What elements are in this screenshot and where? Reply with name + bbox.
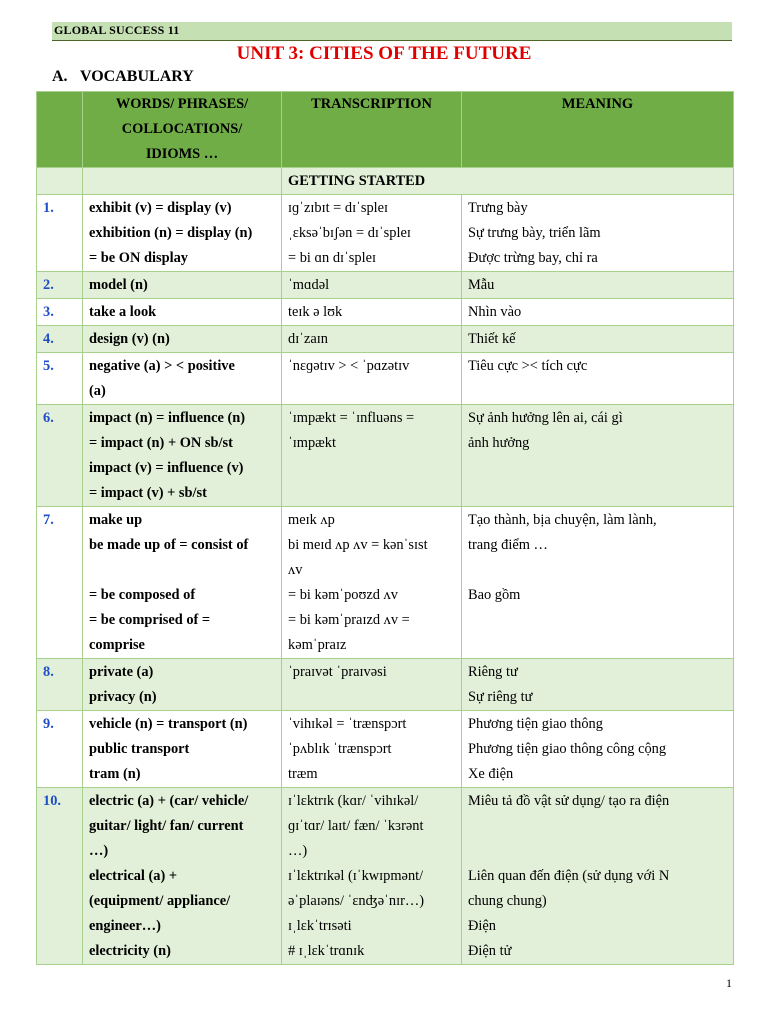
transcription-cell-line: bi meɪd ʌp ʌv = kənˈsɪst <box>288 537 428 553</box>
transcription-cell <box>282 711 462 788</box>
table-row <box>37 299 734 326</box>
word-cell-line: electricity (n) <box>89 943 171 959</box>
meaning-cell-line: Liên quan đến điện (sử dụng với N <box>468 868 670 884</box>
transcription-cell <box>282 659 462 711</box>
meaning-cell <box>462 405 734 507</box>
header-words-line: WORDS/ PHRASES/ <box>115 96 249 112</box>
header-words <box>83 92 282 168</box>
section-row-label: GETTING STARTED <box>282 168 734 195</box>
row-number: 2. <box>37 272 83 299</box>
row-number: 9. <box>37 711 83 788</box>
meaning-cell-line: Riêng tư <box>468 664 518 680</box>
transcription-cell-line: kəmˈpraɪz <box>288 637 347 653</box>
table-row <box>37 788 734 965</box>
section-label: VOCABULARY <box>80 68 194 85</box>
word-cell-line: electrical (a) + <box>89 868 178 884</box>
unit-title: UNIT 3: CITIES OF THE FUTURE <box>236 43 532 64</box>
meaning-cell-line: Miêu tả đồ vật sử dụng/ tạo ra điện <box>468 793 670 809</box>
meaning-cell-line: Tiêu cực >< tích cực <box>468 358 588 374</box>
section-blank-cell <box>37 168 83 195</box>
word-cell-line: negative (a) > < positive <box>89 358 235 374</box>
word-cell-line: take a look <box>89 304 157 320</box>
page-number: 1 <box>726 976 732 990</box>
word-cell-line: = be composed of <box>89 587 196 603</box>
meaning-cell <box>462 353 734 405</box>
word-cell-line: exhibition (n) = display (n) <box>89 225 253 241</box>
meaning-cell <box>462 659 734 711</box>
word-cell-line: = impact (v) + sb/st <box>89 485 207 501</box>
transcription-cell <box>282 405 462 507</box>
transcription-cell-line: ˈpraɪvət ˈpraɪvəsi <box>288 664 387 680</box>
transcription-cell-line: ˈɪmpækt <box>288 435 336 451</box>
word-cell <box>83 507 282 659</box>
row-number: 10. <box>37 788 83 965</box>
transcription-cell-line: ˈmɑdəl <box>288 277 330 293</box>
transcription-cell <box>282 195 462 272</box>
word-cell-line: (equipment/ appliance/ <box>89 893 231 909</box>
transcription-cell-line: ɪɡˈzɪbɪt = dɪˈspleɪ <box>288 200 389 216</box>
meaning-cell <box>462 326 734 353</box>
word-cell <box>83 405 282 507</box>
row-number: 1. <box>37 195 83 272</box>
word-cell-line: exhibit (v) = display (v) <box>89 200 232 216</box>
word-cell <box>83 299 282 326</box>
word-cell-line: public transport <box>89 741 190 757</box>
word-cell-line: private (a) <box>89 664 154 680</box>
transcription-cell <box>282 326 462 353</box>
meaning-cell-line: Thiết kế <box>468 331 516 347</box>
table-row <box>37 195 734 272</box>
transcription-cell-line: …) <box>288 843 308 859</box>
header-number-cell <box>37 92 83 168</box>
book-header-bar <box>52 22 732 41</box>
meaning-cell-line: Được trừng bay, chỉ ra <box>468 250 598 266</box>
meaning-cell-line: ảnh hưởng <box>468 435 530 451</box>
header-transcription: TRANSCRIPTION <box>282 92 462 168</box>
meaning-cell-line <box>468 558 727 583</box>
word-cell-line: make up <box>89 512 143 528</box>
transcription-cell-line: ˌɛksəˈbɪʃən = dɪˈspleɪ <box>288 225 411 241</box>
meaning-cell-line: Nhìn vào <box>468 304 522 320</box>
table-row <box>37 272 734 299</box>
word-cell-line: = be ON display <box>89 250 188 266</box>
word-cell-line: be made up of = consist of <box>89 537 249 553</box>
meaning-cell-line: Điện <box>468 918 496 934</box>
word-cell-line: impact (v) = influence (v) <box>89 460 244 476</box>
transcription-cell-line: # ɪˌlɛkˈtrɑnɪk <box>288 943 365 959</box>
section-letter: A. <box>52 68 68 85</box>
meaning-cell-line: Mẫu <box>468 277 495 293</box>
meaning-cell <box>462 195 734 272</box>
meaning-cell <box>462 711 734 788</box>
word-cell-line: design (v) (n) <box>89 331 170 347</box>
meaning-cell-line: Sự ảnh hưởng lên ai, cái gì <box>468 410 623 426</box>
meaning-cell-line: Phương tiện giao thông công cộng <box>468 741 667 757</box>
row-number: 4. <box>37 326 83 353</box>
word-cell <box>83 353 282 405</box>
word-cell-line: (a) <box>89 383 106 399</box>
word-cell-line: = be comprised of = <box>89 612 211 628</box>
word-cell <box>83 711 282 788</box>
meaning-cell-line <box>468 839 727 864</box>
word-cell <box>83 326 282 353</box>
table-row <box>37 326 734 353</box>
transcription-cell-line: ˈnɛɡətɪv > < ˈpɑzətɪv <box>288 358 410 374</box>
word-cell <box>83 659 282 711</box>
word-cell <box>83 788 282 965</box>
transcription-cell-line: əˈplaɪəns/ ˈɛnʤəˈnɪr…) <box>288 893 425 909</box>
transcription-cell-line: = bi kəmˈpoʊzd ʌv <box>288 587 398 603</box>
meaning-cell-line: Tạo thành, bịa chuyện, làm lành, <box>468 512 657 528</box>
word-cell-line: engineer…) <box>89 918 161 934</box>
meaning-cell-line <box>468 814 727 839</box>
word-cell-line: guitar/ light/ fan/ current <box>89 818 244 834</box>
meaning-cell-line: trang điểm … <box>468 537 548 553</box>
transcription-cell-line: = bi ɑn dɪˈspleɪ <box>288 250 376 266</box>
transcription-cell-line: dɪˈzaɪn <box>288 331 328 347</box>
word-cell-line: comprise <box>89 637 145 653</box>
transcription-cell-line: teɪk ə lʊk <box>288 304 343 320</box>
section-heading <box>52 68 194 86</box>
table-row <box>37 711 734 788</box>
header-meaning: MEANING <box>462 92 734 168</box>
meaning-cell <box>462 272 734 299</box>
table-row <box>37 507 734 659</box>
word-cell <box>83 272 282 299</box>
transcription-cell-line: ɪˈlɛktrɪk (kɑr/ ˈvihɪkəl/ <box>288 793 419 809</box>
word-cell-line <box>89 558 275 583</box>
word-cell-line: impact (n) = influence (n) <box>89 410 246 426</box>
word-cell-line: tram (n) <box>89 766 141 782</box>
meaning-cell-line: Sự riêng tư <box>468 689 533 705</box>
word-cell-line: electric (a) + (car/ vehicle/ <box>89 793 249 809</box>
transcription-cell <box>282 507 462 659</box>
meaning-cell-line: Điện tử <box>468 943 512 959</box>
transcription-cell-line: ˈɪmpækt = ˈɪnfluəns = <box>288 410 415 426</box>
table-row <box>37 659 734 711</box>
vocabulary-table <box>36 91 734 965</box>
header-words-line: IDIOMS … <box>145 146 219 162</box>
transcription-cell <box>282 788 462 965</box>
word-cell-line: …) <box>89 843 109 859</box>
row-number: 7. <box>37 507 83 659</box>
transcription-cell-line: ˈvihɪkəl = ˈtrænspɔrt <box>288 716 407 732</box>
table-row <box>37 405 734 507</box>
row-number: 3. <box>37 299 83 326</box>
header-words-line: COLLOCATIONS/ <box>121 121 243 137</box>
table-header-row <box>37 92 734 168</box>
section-blank-cell <box>83 168 282 195</box>
meaning-cell-line: Phương tiện giao thông <box>468 716 603 732</box>
meaning-cell-line: Sự trưng bày, triển lãm <box>468 225 601 241</box>
transcription-cell-line: meɪk ʌp <box>288 512 335 528</box>
meaning-cell <box>462 299 734 326</box>
transcription-cell-line: ɪˈlɛktrɪkəl (ɪˈkwɪpmənt/ <box>288 868 424 884</box>
meaning-cell-line: Xe điện <box>468 766 514 782</box>
transcription-cell <box>282 272 462 299</box>
transcription-cell <box>282 353 462 405</box>
transcription-cell <box>282 299 462 326</box>
transcription-cell-line: ʌv <box>288 562 303 578</box>
meaning-cell-line: Trưng bày <box>468 200 528 216</box>
row-number: 8. <box>37 659 83 711</box>
table-row <box>37 353 734 405</box>
row-number: 6. <box>37 405 83 507</box>
meaning-cell <box>462 788 734 965</box>
transcription-cell-line: ɪˌlɛkˈtrɪsəti <box>288 918 352 934</box>
meaning-cell-line: Bao gồm <box>468 587 521 603</box>
word-cell <box>83 195 282 272</box>
book-title: GLOBAL SUCCESS 11 <box>54 23 180 37</box>
transcription-cell-line: træm <box>288 766 318 782</box>
transcription-cell-line: ˈpʌblɪk ˈtrænspɔrt <box>288 741 392 757</box>
transcription-cell-line: = bi kəmˈpraɪzd ʌv = <box>288 612 410 628</box>
meaning-cell-line: chung chung) <box>468 893 547 909</box>
word-cell-line: model (n) <box>89 277 148 293</box>
word-cell-line: vehicle (n) = transport (n) <box>89 716 248 732</box>
transcription-cell-line: ɡɪˈtɑr/ laɪt/ fæn/ ˈkɜrənt <box>288 818 424 834</box>
row-number: 5. <box>37 353 83 405</box>
meaning-cell <box>462 507 734 659</box>
section-row-getting-started <box>37 168 734 195</box>
word-cell-line: privacy (n) <box>89 689 157 705</box>
word-cell-line: = impact (n) + ON sb/st <box>89 435 233 451</box>
